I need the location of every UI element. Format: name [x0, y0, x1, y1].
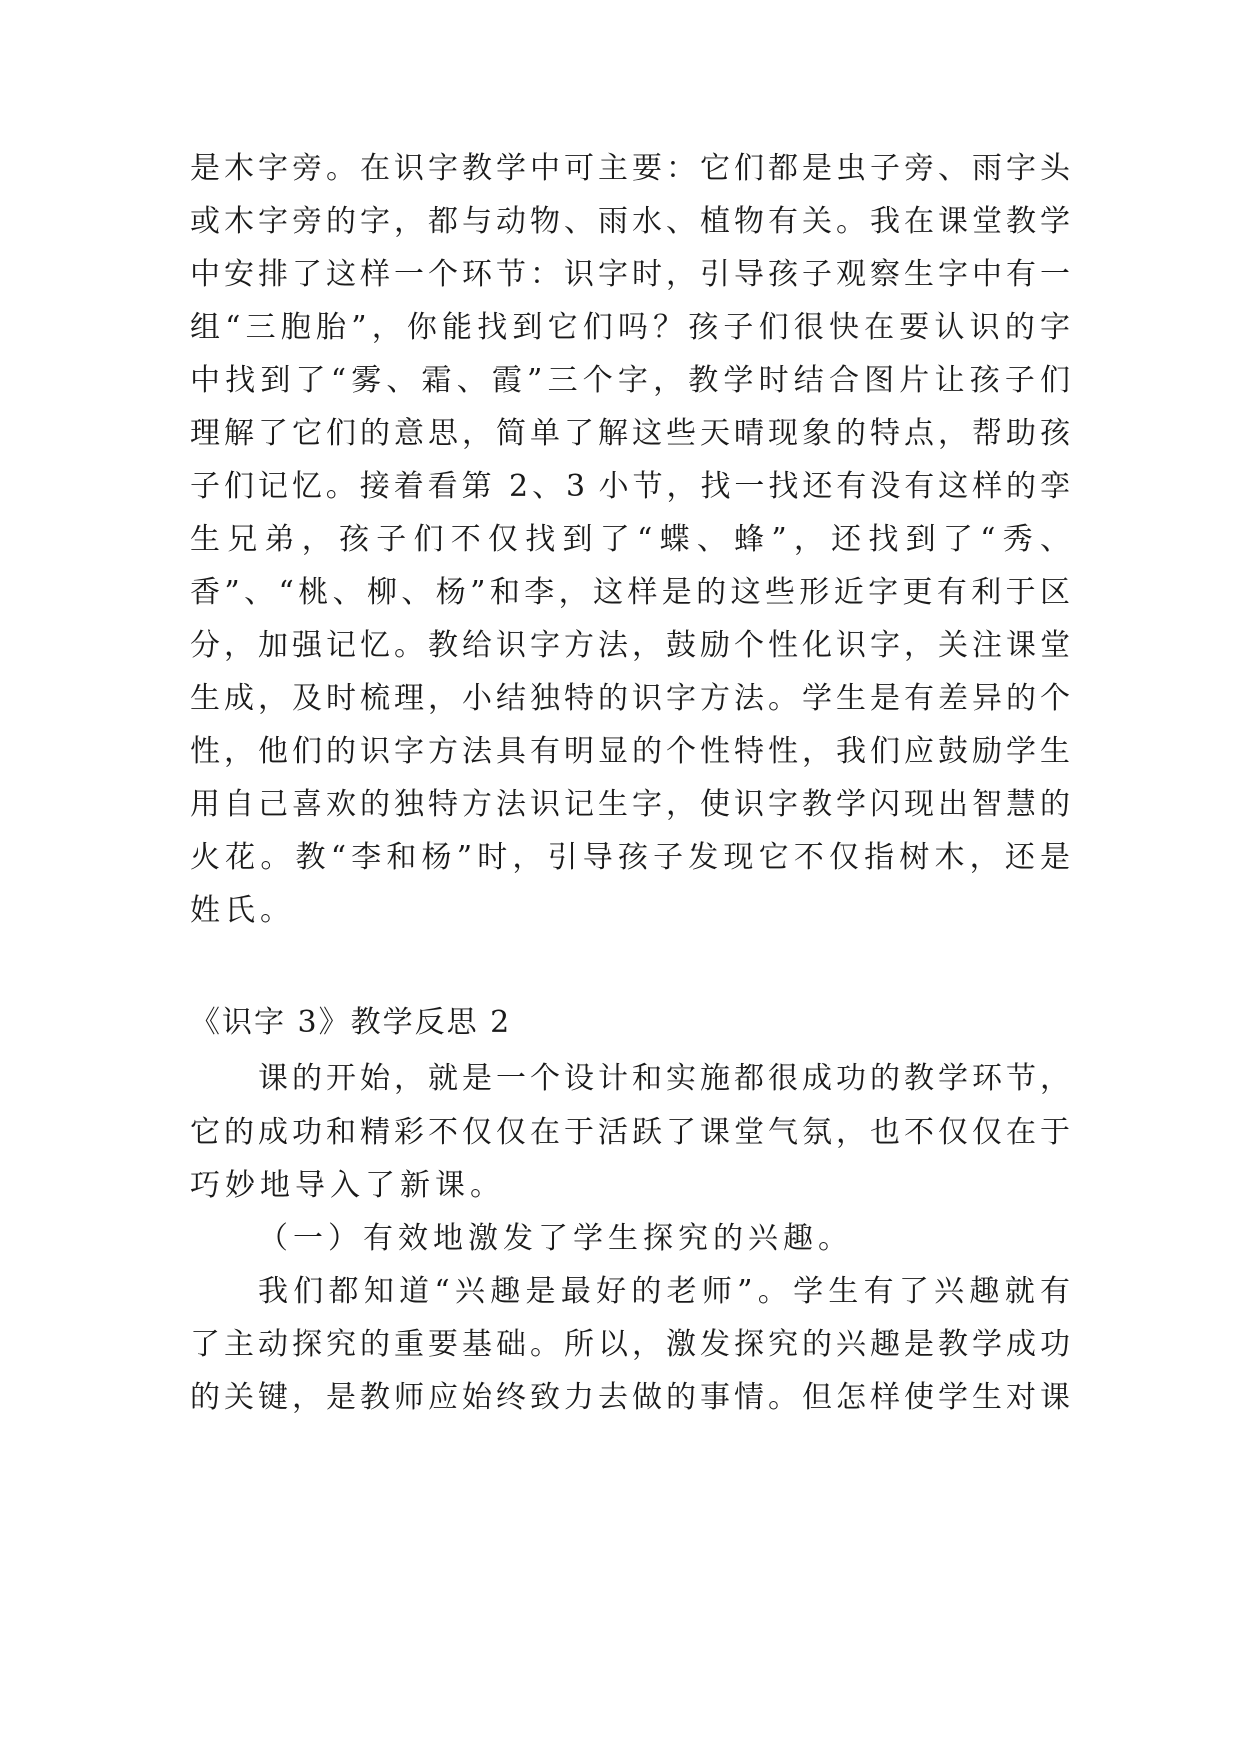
text-line: 子们记忆。接着看第 2、3 小节，找一找还有没有这样的孪: [190, 469, 1070, 504]
subheading: （一）有效地激发了学生探究的兴趣。: [258, 1221, 853, 1256]
text-line: 分，加强记忆。教给识字方法，鼓励个性化识字，关注课堂: [190, 628, 1070, 663]
text-line: 巧妙地导入了新课。: [190, 1168, 505, 1203]
text-line: 了主动探究的重要基础。所以，激发探究的兴趣是教学成功: [190, 1327, 1070, 1362]
text-line: 是木字旁。在识字教学中可主要：它们都是虫子旁、雨字头: [190, 151, 1070, 186]
text-line: 性，他们的识字方法具有明显的个性特性，我们应鼓励学生: [190, 734, 1070, 769]
text-line: 组“三胞胎”，你能找到它们吗？孩子们很快在要认识的字: [190, 310, 1070, 345]
text-line: 我们都知道“兴趣是最好的老师”。学生有了兴趣就有: [258, 1274, 1070, 1309]
text-line: 中安排了这样一个环节：识字时，引导孩子观察生字中有一: [190, 257, 1070, 292]
text-line: 中找到了“雾、霜、霞”三个字，教学时结合图片让孩子们: [190, 363, 1070, 398]
text-line: 生兄弟，孩子们不仅找到了“蝶、蜂”，还找到了“秀、: [190, 522, 1070, 557]
section-title: 《识字 3》教学反思 2: [190, 1005, 512, 1040]
text-line: 用自己喜欢的独特方法识记生字，使识字教学闪现出智慧的: [190, 787, 1070, 822]
text-line: 火花。教“李和杨”时，引导孩子发现它不仅指树木，还是: [190, 840, 1070, 875]
text-line: 香”、“桃、柳、杨”和李，这样是的这些形近字更有利于区: [190, 575, 1070, 610]
text-line: 理解了它们的意思，简单了解这些天晴现象的特点，帮助孩: [190, 416, 1070, 451]
text-line: 它的成功和精彩不仅仅在于活跃了课堂气氛，也不仅仅在于: [190, 1115, 1070, 1150]
text-line: 的关键，是教师应始终致力去做的事情。但怎样使学生对课: [190, 1380, 1070, 1415]
text-line: 课的开始，就是一个设计和实施都很成功的教学环节，: [258, 1061, 1070, 1096]
text-line: 生成，及时梳理，小结独特的识字方法。学生是有差异的个: [190, 681, 1070, 716]
text-line: 姓氏。: [190, 893, 295, 928]
text-line: 或木字旁的字，都与动物、雨水、植物有关。我在课堂教学: [190, 204, 1070, 239]
